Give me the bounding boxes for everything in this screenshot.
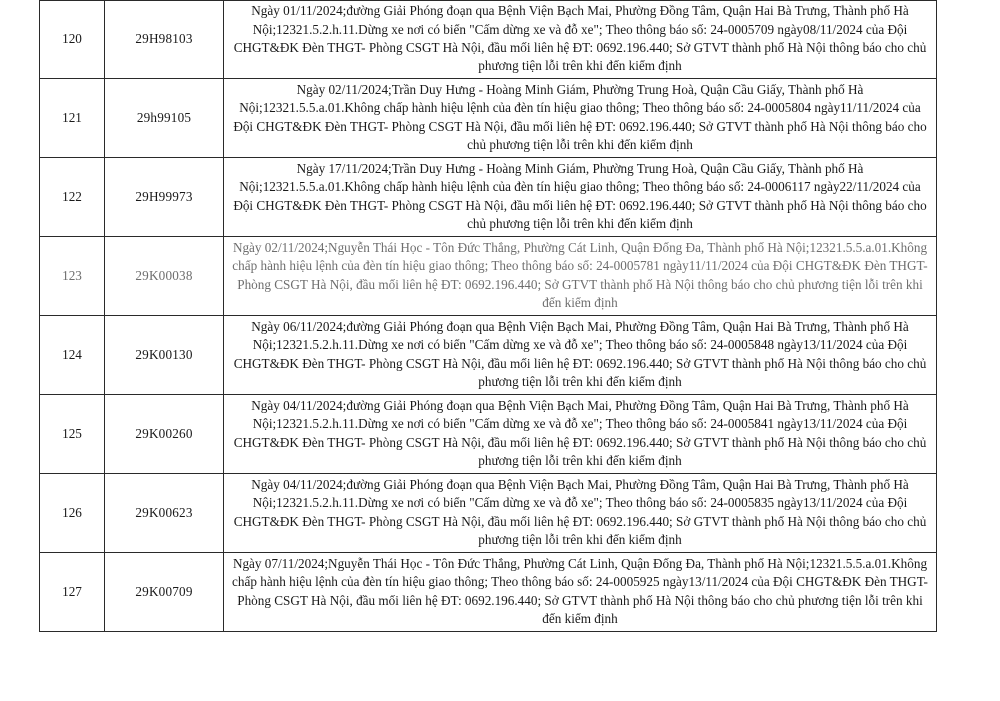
row-number: 124 <box>40 316 105 395</box>
row-number: 120 <box>40 1 105 79</box>
row-number: 126 <box>40 474 105 553</box>
violation-details: Ngày 17/11/2024;Trần Duy Hưng - Hoàng Minh Giám, Phường Trung Hoà, Quận Cầu Giấy, Thành phố Hà Nội;12321.5.5.a.01.Không chấp hành hiệu lệnh của đèn tín hiệu giao thông; Theo thông báo số: 24-0006117 ngày22/11/2024 của Đội CHGT&ĐK Đèn THGT- Phòng CSGT Hà Nội, đầu mối liên hệ ĐT: 0692.196.440; Sở GTVT thành phố Hà Nội thông báo cho chủ phương tiện lỗi trên khi đến kiểm định <box>224 158 937 237</box>
violation-details: Ngày 04/11/2024;đường Giải Phóng đoạn qua Bệnh Viện Bạch Mai, Phường Đồng Tâm, Quận Hai Bà Trưng, Thành phố Hà Nội;12321.5.2.h.11.Dừng xe nơi có biển "Cấm dừng xe và đỗ xe"; Theo thông báo số: 24-0005835 ngày13/11/2024 của Đội CHGT&ĐK Đèn THGT- Phòng CSGT Hà Nội, đầu mối liên hệ ĐT: 0692.196.440; Sở GTVT thành phố Hà Nội thông báo cho chủ phương tiện lỗi trên khi đến kiểm định <box>224 474 937 553</box>
violation-details: Ngày 02/11/2024;Nguyễn Thái Học - Tôn Đức Thắng, Phường Cát Linh, Quận Đống Đa, Thành phố Hà Nội;12321.5.5.a.01.Không chấp hành hiệu lệnh của đèn tín hiệu giao thông; Theo thông báo số: 24-0005781 ngày11/11/2024 của Đội CHGT&ĐK Đèn THGT- Phòng CSGT Hà Nội, đầu mối liên hệ ĐT: 0692.196.440; Sở GTVT thành phố Hà Nội thông báo cho chủ phương tiện lỗi trên khi đến kiểm định <box>224 237 937 316</box>
violation-details: Ngày 02/11/2024;Trần Duy Hưng - Hoàng Minh Giám, Phường Trung Hoà, Quận Cầu Giấy, Thành phố Hà Nội;12321.5.5.a.01.Không chấp hành hiệu lệnh của đèn tín hiệu giao thông; Theo thông báo số: 24-0005804 ngày11/11/2024 của Đội CHGT&ĐK Đèn THGT- Phòng CSGT Hà Nội, đầu mối liên hệ ĐT: 0692.196.440; Sở GTVT thành phố Hà Nội thông báo cho chủ phương tiện lỗi trên khi đến kiểm định <box>224 79 937 158</box>
table-row <box>40 1 937 79</box>
violations-table <box>39 0 937 632</box>
row-number: 122 <box>40 158 105 237</box>
violation-details: Ngày 07/11/2024;Nguyễn Thái Học - Tôn Đức Thắng, Phường Cát Linh, Quận Đống Đa, Thành phố Hà Nội;12321.5.5.a.01.Không chấp hành hiệu lệnh của đèn tín hiệu giao thông; Theo thông báo số: 24-0005925 ngày13/11/2024 của Đội CHGT&ĐK Đèn THGT- Phòng CSGT Hà Nội, đầu mối liên hệ ĐT: 0692.196.440; Sở GTVT thành phố Hà Nội thông báo cho chủ phương tiện lỗi trên khi đến kiểm định <box>224 553 937 632</box>
license-plate: 29K00130 <box>105 316 224 395</box>
violation-details: Ngày 01/11/2024;đường Giải Phóng đoạn qua Bệnh Viện Bạch Mai, Phường Đồng Tâm, Quận Hai Bà Trưng, Thành phố Hà Nội;12321.5.2.h.11.Dừng xe nơi có biển "Cấm dừng xe và đỗ xe"; Theo thông báo số: 24-0005709 ngày08/11/2024 của Đội CHGT&ĐK Đèn THGT- Phòng CSGT Hà Nội, đầu mối liên hệ ĐT: 0692.196.440; Sở GTVT thành phố Hà Nội thông báo cho chủ phương tiện lỗi trên khi đến kiểm định <box>224 1 937 79</box>
violation-details: Ngày 04/11/2024;đường Giải Phóng đoạn qua Bệnh Viện Bạch Mai, Phường Đồng Tâm, Quận Hai Bà Trưng, Thành phố Hà Nội;12321.5.2.h.11.Dừng xe nơi có biển "Cấm dừng xe và đỗ xe"; Theo thông báo số: 24-0005841 ngày13/11/2024 của Đội CHGT&ĐK Đèn THGT- Phòng CSGT Hà Nội, đầu mối liên hệ ĐT: 0692.196.440; Sở GTVT thành phố Hà Nội thông báo cho chủ phương tiện lỗi trên khi đến kiểm định <box>224 395 937 474</box>
table-row <box>40 553 937 632</box>
license-plate: 29K00709 <box>105 553 224 632</box>
license-plate: 29K00623 <box>105 474 224 553</box>
table-row <box>40 79 937 158</box>
table-row <box>40 158 937 237</box>
violation-details: Ngày 06/11/2024;đường Giải Phóng đoạn qua Bệnh Viện Bạch Mai, Phường Đồng Tâm, Quận Hai Bà Trưng, Thành phố Hà Nội;12321.5.2.h.11.Dừng xe nơi có biển "Cấm dừng xe và đỗ xe"; Theo thông báo số: 24-0005848 ngày13/11/2024 của Đội CHGT&ĐK Đèn THGT- Phòng CSGT Hà Nội, đầu mối liên hệ ĐT: 0692.196.440; Sở GTVT thành phố Hà Nội thông báo cho chủ phương tiện lỗi trên khi đến kiểm định <box>224 316 937 395</box>
row-number: 125 <box>40 395 105 474</box>
row-number: 121 <box>40 79 105 158</box>
table-row <box>40 395 937 474</box>
row-number: 127 <box>40 553 105 632</box>
license-plate: 29h99105 <box>105 79 224 158</box>
license-plate: 29K00038 <box>105 237 224 316</box>
license-plate: 29H98103 <box>105 1 224 79</box>
table-row <box>40 237 937 316</box>
row-number: 123 <box>40 237 105 316</box>
table-row <box>40 474 937 553</box>
license-plate: 29H99973 <box>105 158 224 237</box>
license-plate: 29K00260 <box>105 395 224 474</box>
table-row <box>40 316 937 395</box>
